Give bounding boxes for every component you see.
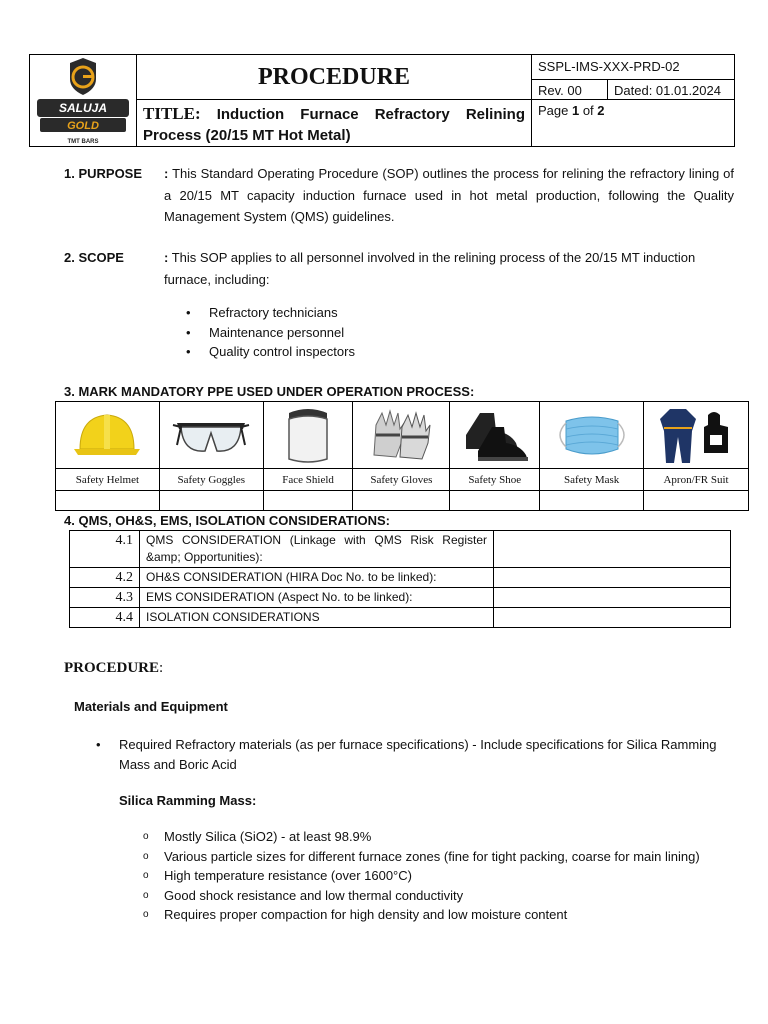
logo-brand-text: SALUJA [58, 101, 108, 115]
silica-heading: Silica Ramming Mass: [119, 793, 257, 808]
ppe-label: Safety Mask [540, 469, 644, 491]
document-title [137, 100, 531, 149]
row-description: EMS CONSIDERATION (Aspect No. to be linked): [140, 588, 494, 608]
title-text: Induction Furnace Refractory Relining Process (20/15 MT Hot Metal) [143, 106, 525, 144]
revision: Rev. 00 [532, 80, 608, 99]
company-logo [30, 55, 137, 146]
ppe-table [55, 401, 749, 511]
row-value-cell[interactable] [494, 588, 731, 608]
title-label: TITLE: [143, 104, 201, 123]
logo-brand2-text: GOLD [67, 120, 99, 132]
row-description: QMS CONSIDERATION (Linkage with QMS Risk Register &amp; Opportunities): [140, 531, 494, 568]
table-row [70, 531, 731, 568]
row-number: 4.4 [70, 608, 140, 628]
dated: Dated: 01.01.2024 [614, 83, 721, 98]
qms-heading: 4. QMS, OH&S, EMS, ISOLATION CONSIDERATIONS: [64, 513, 390, 528]
ppe-label: Safety Shoe [450, 469, 540, 491]
ppe-image-cell [450, 402, 540, 469]
row-number: 4.2 [70, 568, 140, 588]
row-value-cell[interactable] [494, 531, 731, 568]
ppe-label: Safety Gloves [353, 469, 450, 491]
row-number: 4.3 [70, 588, 140, 608]
face-shield-icon [283, 405, 333, 465]
ppe-mark-cell[interactable] [263, 491, 353, 511]
safety-goggles-icon [171, 405, 251, 465]
ppe-image-cell [644, 402, 749, 469]
scope-label: 2. SCOPE [64, 250, 124, 265]
table-row [70, 588, 731, 608]
ppe-image-cell [159, 402, 263, 469]
list-item: • Required Refractory materials (as per furnace specifications) - Include specifications for Silica Ramming Mass and Boric Acid [119, 735, 719, 774]
list-item: • Quality control inspectors [209, 342, 355, 362]
list-item: o Requires proper compaction for high density and low moisture content [164, 905, 724, 925]
saluja-gold-logo [30, 55, 137, 146]
safety-helmet-icon [70, 405, 144, 465]
ppe-label: Safety Helmet [56, 469, 160, 491]
document-type-title: PROCEDURE [137, 55, 531, 100]
qms-table [69, 530, 731, 628]
ppe-mark-cell[interactable] [450, 491, 540, 511]
purpose-text: : This Standard Operating Procedure (SOP) outlines the process for relining the refractory lining of a 20/15 MT capacity induction furnace used in hot metal production, following the Quality Management System (QMS) guidelines. [164, 166, 734, 224]
ppe-mark-cell[interactable] [540, 491, 644, 511]
ppe-image-cell [353, 402, 450, 469]
ppe-image-cell [56, 402, 160, 469]
logo-tagline: TMT BARS [67, 139, 99, 145]
apron-fr-suit-icon [656, 405, 736, 465]
table-row [70, 608, 731, 628]
ppe-mark-cell[interactable] [159, 491, 263, 511]
list-item: • Refractory technicians [209, 303, 355, 323]
ppe-mark-cell[interactable] [353, 491, 450, 511]
list-item: o High temperature resistance (over 1600°C) [164, 866, 724, 886]
ppe-heading: 3. MARK MANDATORY PPE USED UNDER OPERATION PROCESS: [64, 384, 475, 399]
ppe-mark-cell[interactable] [644, 491, 749, 511]
document-code: SSPL-IMS-XXX-PRD-02 [532, 55, 734, 80]
procedure-heading: PROCEDURE: [64, 660, 164, 676]
list-item: o Good shock resistance and low thermal conductivity [164, 886, 724, 906]
safety-shoe-icon [460, 405, 530, 465]
ppe-label: Safety Goggles [159, 469, 263, 491]
scope-list [209, 303, 355, 362]
ppe-image-cell [263, 402, 353, 469]
list-item: • Maintenance personnel [209, 323, 355, 343]
materials-list [119, 735, 719, 774]
safety-mask-icon [552, 405, 632, 465]
safety-gloves-icon [366, 405, 436, 465]
row-value-cell[interactable] [494, 608, 731, 628]
ppe-mark-cell[interactable] [56, 491, 160, 511]
page-number: Page 1 of 2 [538, 103, 605, 118]
table-row [70, 568, 731, 588]
purpose-label: 1. PURPOSE [64, 166, 143, 181]
row-value-cell[interactable] [494, 568, 731, 588]
row-number: 4.1 [70, 531, 140, 568]
ppe-image-cell [540, 402, 644, 469]
materials-heading: Materials and Equipment [74, 699, 228, 714]
scope-text: : This SOP applies to all personnel involved in the relining process of the 20/15 MT induction furnace, including: [164, 250, 696, 287]
row-description: OH&S CONSIDERATION (HIRA Doc No. to be linked): [140, 568, 494, 588]
silica-list [164, 827, 724, 925]
list-item: o Mostly Silica (SiO2) - at least 98.9% [164, 827, 724, 847]
row-description: ISOLATION CONSIDERATIONS [140, 608, 494, 628]
ppe-label: Face Shield [263, 469, 353, 491]
document-header [29, 54, 735, 147]
ppe-label: Apron/FR Suit [644, 469, 749, 491]
list-item: o Various particle sizes for different furnace zones (fine for tight packing, coarse for main lining) [164, 847, 724, 867]
